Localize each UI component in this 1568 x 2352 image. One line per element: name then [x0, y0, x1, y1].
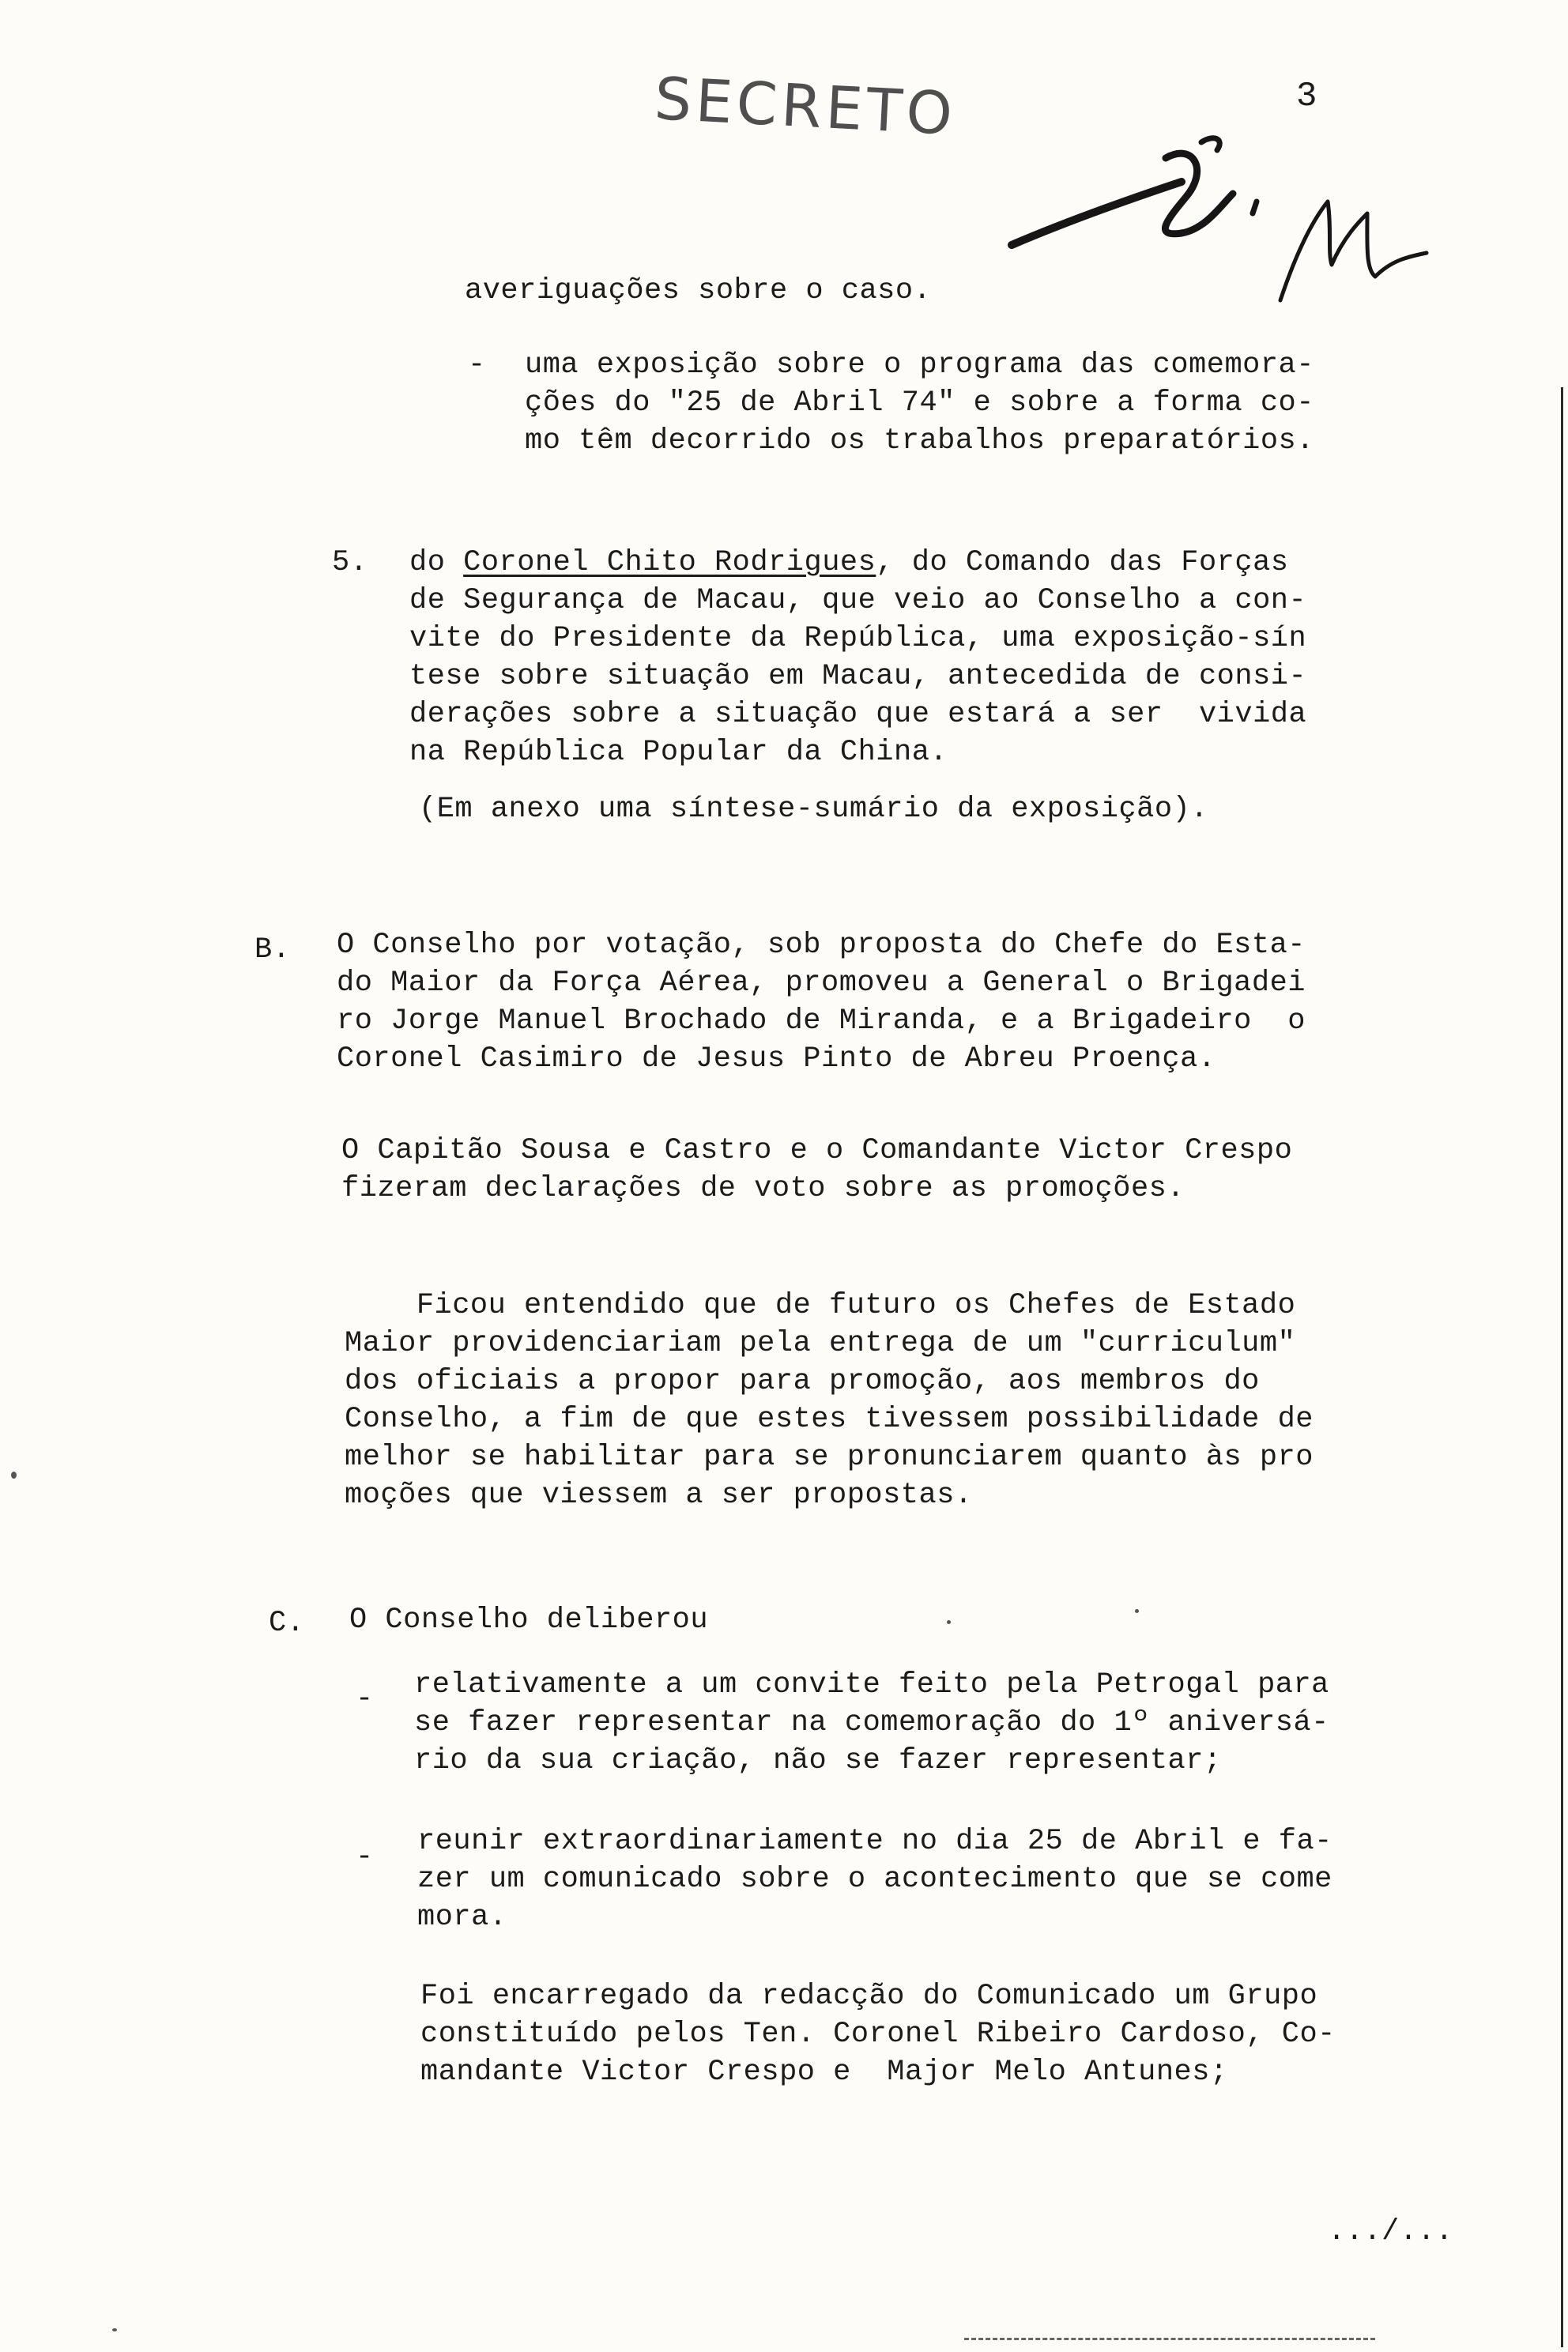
item5-line: , do Comando das Forças [876, 546, 1289, 579]
scan-speck [112, 2328, 117, 2331]
para-line: moções que viessem a ser propostas. [345, 1479, 973, 1512]
intro-item [525, 346, 1314, 460]
note-line: mandante Victor Crespo e Major Melo Antunes; [420, 2056, 1228, 2089]
list-bullet: - [356, 1683, 374, 1716]
sectionB-para1 [337, 926, 1306, 1078]
para-line: Maior providenciariam pela entrega de um "curriculum" [345, 1327, 1296, 1360]
para-line: Ficou entendido que de futuro os Chefes de Estado [345, 1289, 1296, 1322]
sectionC-note [420, 1977, 1336, 2091]
item5-line: tese sobre situação em Macau, antecedida de consi- [409, 660, 1307, 693]
item-line: reunir extraordinariamente no dia 25 de Abril e fa- [417, 1825, 1332, 1858]
sectionC-intro: O Conselho deliberou [349, 1604, 709, 1637]
item-line: se fazer representar na comemoração do 1º aniversá- [414, 1706, 1329, 1740]
item-line: zer um comunicado sobre o acontecimento que se come [417, 1863, 1332, 1896]
para-line: Conselho, a fim de que estes tivessem possibilidade de [345, 1403, 1314, 1436]
list-bullet: - [356, 1841, 374, 1874]
scan-speck [1135, 1609, 1139, 1613]
item5-lead: do [409, 546, 464, 579]
para-line: do Maior da Força Aérea, promoveu a General o Brigadei [337, 967, 1306, 1000]
sectionC-item1 [414, 1666, 1329, 1780]
intro-item-line: ções do "25 de Abril 74" e sobre a forma co- [525, 386, 1314, 420]
para-line: Coronel Casimiro de Jesus Pinto de Abreu Proença. [337, 1042, 1216, 1076]
sectionB-para2 [341, 1132, 1292, 1208]
item5-line: de Segurança de Macau, que veio ao Conselho a con- [409, 584, 1307, 617]
item5-line: na República Popular da China. [409, 736, 948, 769]
intro-item-line: mo têm decorrido os trabalhos preparatórios. [525, 424, 1314, 458]
scan-edge-line [1561, 387, 1563, 2347]
note-line: Foi encarregado da redacção do Comunicado um Grupo [420, 1980, 1318, 2013]
item5-line: vite do Presidente da República, uma exposição-sín [409, 622, 1307, 655]
item5-name: Coronel Chito Rodrigues [463, 546, 876, 579]
item-number: 5. [332, 546, 368, 579]
sectionC-item2 [417, 1822, 1332, 1936]
section-letter: B. [254, 933, 291, 967]
para-line: O Conselho por votação, sob proposta do Chefe do Esta- [337, 929, 1306, 962]
annex-note: (Em anexo uma síntese-sumário da exposição). [419, 793, 1208, 826]
para-line: dos oficiais a propor para promoção, aos membros do [345, 1365, 1260, 1398]
para-line: O Capitão Sousa e Castro e o Comandante Victor Crespo [341, 1134, 1293, 1167]
continuation-marker: .../... [1328, 2215, 1453, 2248]
para-line: ro Jorge Manuel Brochado de Miranda, e a Brigadeiro o [337, 1004, 1306, 1038]
signature-icon [996, 126, 1438, 316]
item-line: relativamente a um convite feito pela Petrogal para [414, 1668, 1329, 1702]
item5-line: derações sobre a situação que estará a ser vivida [409, 698, 1307, 731]
section-letter: C. [269, 1607, 305, 1640]
scan-dashes [964, 2338, 1375, 2343]
item5-first-line [409, 544, 1306, 582]
item-line: mora. [417, 1901, 507, 1934]
para-line: melhor se habilitar para se pronunciarem quanto às pro [345, 1441, 1314, 1474]
scan-speck [11, 1472, 17, 1479]
page-number: 3 [1296, 77, 1317, 116]
scan-speck [947, 1620, 951, 1624]
intro-item-line: uma exposição sobre o programa das comemora- [525, 349, 1314, 382]
list-bullet: - [468, 349, 486, 382]
item-line: rio da sua criação, não se fazer representar; [414, 1744, 1222, 1777]
sectionB-para3 [345, 1287, 1314, 1514]
para-line: fizeram declarações de voto sobre as promoções. [341, 1172, 1185, 1205]
continuation-line: averiguações sobre o caso. [465, 274, 932, 307]
classification-stamp: SECRETO [653, 65, 959, 149]
item5-block [409, 544, 1306, 771]
note-line: constituído pelos Ten. Coronel Ribeiro Cardoso, Co- [420, 2018, 1336, 2051]
